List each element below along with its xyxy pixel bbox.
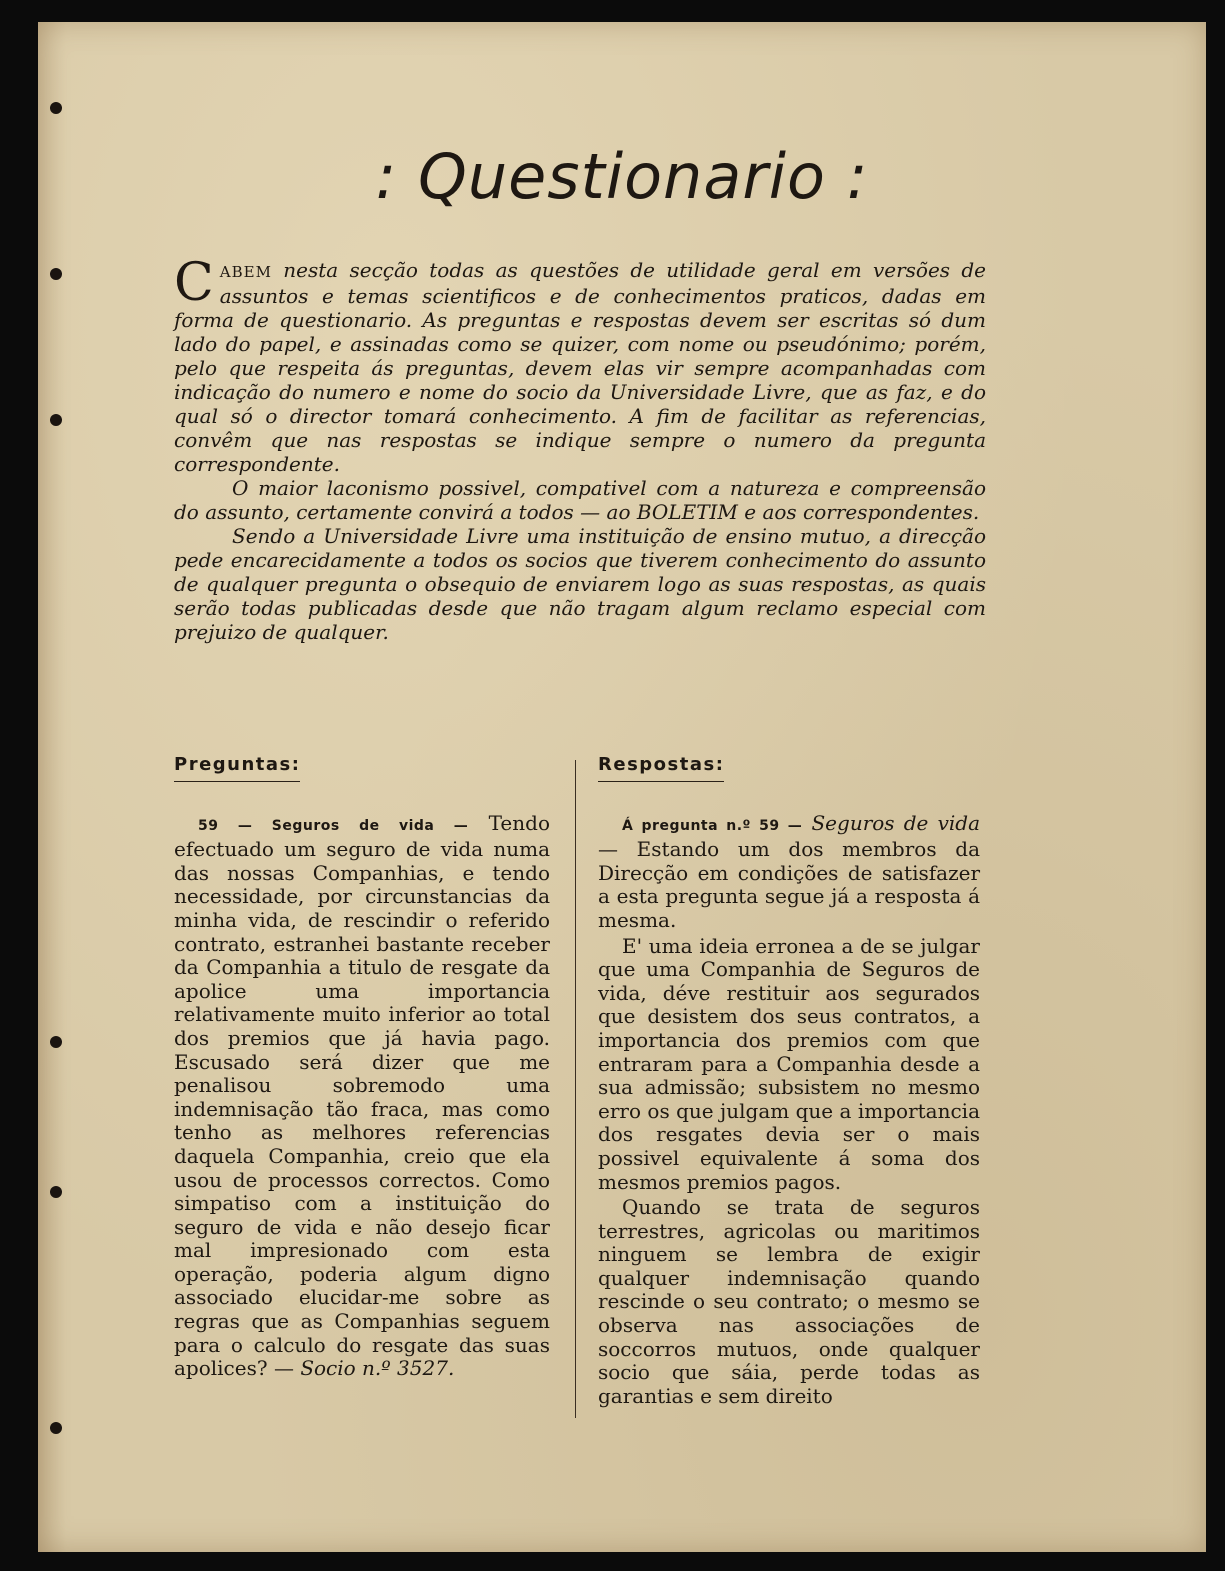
intro-paragraph-2: O maior laconismo possivel, compativel com a natureza e compreensão do assunto, certamente convirá a todos — ao BOLETIM e aos correspondentes. [174,476,986,524]
resposta-59-topic: Seguros de vida [811,810,980,835]
preguntas-column [174,752,550,1381]
pregunta-59 [174,812,550,1381]
resposta-59-paragraph-2: E' uma ideia erronea a de se julgar que uma Companhia de Seguros de vida, déve restituir aos segurados que desistem dos seus contratos, a importancia dos premios com que entraram para a Companhia desde a sua admissão; subsistem no mesmo erro os que julgam que a importancia dos resgates devia ser o mais possivel equivalente á soma dos mesmos premios pagos. [598,933,980,1194]
pregunta-59-signature: Socio n.º 3527. [300,1356,455,1381]
resposta-59-paragraph-3: Quando se trata de seguros terrestres, agricolas ou maritimos ninguem se lembra de exigir qualquer indemnisação quando rescinde o seu contrato; o mesmo se observa nas associações de soccorros mutuos, onde qualquer socio que sáia, perde todas as garantias e sem direito [598,1195,980,1408]
pregunta-59-body: Tendo efectuado um seguro de vida numa das nossas Companhias, e tendo necessidade, por circunstancias da minha vida, de rescindir o referido contrato, estranhei bastante receber da Companhia a titulo de resgate da apolice uma importancia relativamente muito inferior ao total dos premios que já havia pago. Escusado será dizer que me penalisou sobremodo uma indemnisação tão fraca, mas como tenho as melhores referencias daquela Companhia, creio que ela usou de processos correctos. Como simpatiso com a instituição do seguro de vida e não desejo ficar mal impresionado com esta operação, poderia algum digno associado elucidar-me sobre as regras que as Companhias seguem para o calculo do resgate das suas apolices? — [174,810,550,1381]
intro-paragraph-3: Sendo a Universidade Livre uma instituição de ensino mutuo, a direcção pede encarecidamente a todos os socios que tiverem conhecimento do assunto de qualquer pregunta o obsequio de enviarem logo as suas respostas, as quais serão todas publicadas desde que não tragam algum reclamo especial com prejuizo de qualquer. [174,524,986,644]
respostas-column [598,752,980,1408]
resposta-59-paragraph-1 [598,812,980,933]
page-title: : Questionario : [375,140,869,213]
preguntas-heading: Preguntas: [174,753,300,782]
resposta-59-paragraph-1-text: — Estando um dos membros da Direcção em condições de satisfazer a esta pregunta segue já a resposta á mesma. [598,837,980,932]
respostas-heading: Respostas: [598,753,724,782]
pregunta-59-lead: 59 — Seguros de vida — [198,817,469,834]
binding-hole-icon [50,1036,62,1048]
binding-hole-icon [50,102,62,114]
intro-first-word: ABEM [219,263,272,281]
intro-paragraph-1-text: nesta secção todas as questões de utilidade geral em versões de assuntos e temas scientificos e de conhecimentos praticos, dadas em forma de questionario. As preguntas e respostas devem ser escritas só dum lado do papel, e assinadas como se quizer, com nome ou pseudónimo; porém, pelo que respeita ás preguntas, devem elas vir sempre acompanhadas com indicação do numero e nome do socio da Universidade Livre, que as faz, e do qual só o director tomará conhecimento. A fim de facilitar as referencias, convêm que nas respostas se indique sempre o numero da pregunta correspondente. [174,258,986,476]
column-divider [575,760,576,1418]
drop-cap: C [174,253,214,313]
intro-text [174,253,986,644]
binding-hole-icon [50,268,62,280]
document-page [38,22,1206,1552]
binding-hole-icon [50,414,62,426]
intro-paragraph-1 [174,253,986,476]
resposta-59-lead: Á pregunta n.º 59 — [622,817,803,834]
binding-hole-icon [50,1422,62,1434]
binding-hole-icon [50,1186,62,1198]
